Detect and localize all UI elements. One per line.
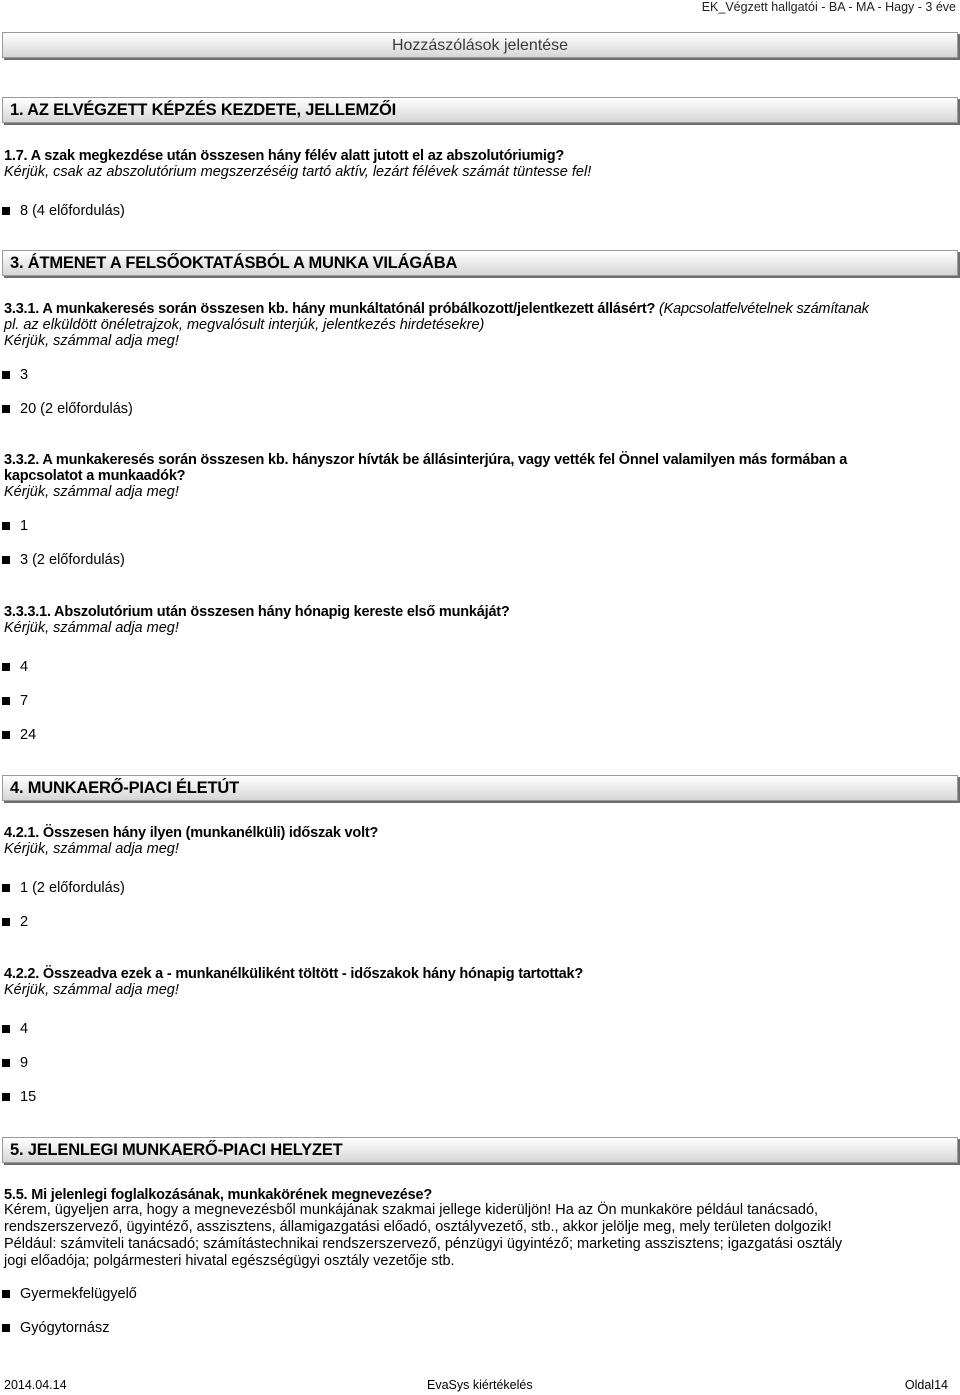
answer-text: Gyermekfelügyelő bbox=[20, 1286, 137, 1302]
question-title-text: 3.3.1. A munkakeresés során összesen kb. hány munkáltatónál próbálkozott/jelentkezett állásért? bbox=[4, 301, 656, 317]
answer-text: 4 bbox=[20, 1021, 29, 1037]
answer-item bbox=[0, 517, 28, 535]
bullet-icon bbox=[2, 1025, 10, 1033]
bullet-icon bbox=[2, 1324, 10, 1332]
answer-text: 4 bbox=[20, 659, 29, 675]
question-title-3-3-1 bbox=[4, 301, 869, 317]
question-hint-line-3-3-1: pl. az elküldött önéletrajzok, megvalósult interjúk, jelentkezés hirdetésekre) bbox=[4, 317, 485, 333]
bullet-icon bbox=[2, 697, 10, 705]
instruction-line: Kérem, ügyeljen arra, hogy a megnevezésből munkájának szakmai jellege kiderüljön! Ha az Ön munkaköre például tanácsadó, bbox=[4, 1202, 819, 1218]
answer-item bbox=[0, 202, 125, 220]
question-hint-3-3-1: Kérjük, számmal adja meg! bbox=[4, 333, 179, 349]
answer-text: 8 (4 előfordulás) bbox=[20, 203, 125, 219]
answer-item bbox=[0, 692, 28, 710]
answer-item bbox=[0, 1020, 28, 1038]
bullet-icon bbox=[2, 556, 10, 564]
instruction-line: jogi előadója; polgármesteri hivatal egészségügyi osztály vezetője stb. bbox=[4, 1253, 455, 1269]
answer-text: Gyógytornász bbox=[20, 1320, 110, 1336]
footer-center: EvaSys kiértékelés bbox=[427, 1378, 533, 1392]
question-title-3-3-2-cont: kapcsolatot a munkaadók? bbox=[4, 468, 186, 484]
answer-item bbox=[0, 1285, 137, 1303]
bullet-icon bbox=[2, 1093, 10, 1101]
answer-text: 7 bbox=[20, 693, 29, 709]
answer-text: 2 bbox=[20, 914, 29, 930]
section-header-3: 3. ÁTMENET A FELSŐOKTATÁSBÓL A MUNKA VILÁGÁBA bbox=[2, 250, 958, 276]
answer-item bbox=[0, 1088, 36, 1106]
answer-text: 3 bbox=[20, 367, 29, 383]
answer-text: 3 (2 előfordulás) bbox=[20, 552, 125, 568]
question-title-3-3-3-1: 3.3.3.1. Abszolutórium után összesen hány hónapig kereste első munkáját? bbox=[4, 604, 510, 620]
bullet-icon bbox=[2, 918, 10, 926]
answer-item bbox=[0, 726, 36, 744]
question-title-4-2-2: 4.2.2. Összeadva ezek a - munkanélküliként töltött - időszakok hány hónapig tartottak? bbox=[4, 966, 584, 982]
footer-date: 2014.04.14 bbox=[4, 1378, 67, 1392]
question-hint-4-2-2: Kérjük, számmal adja meg! bbox=[4, 982, 179, 998]
bullet-icon bbox=[2, 522, 10, 530]
question-title-1-7: 1.7. A szak megkezdése után összesen hány félév alatt jutott el az abszolutóriumig? bbox=[4, 148, 565, 164]
answer-item bbox=[0, 1054, 28, 1072]
question-title-3-3-2: 3.3.2. A munkakeresés során összesen kb. hányszor hívták be állásinterjúra, vagy vették fel Önnel valamilyen más formában a bbox=[4, 452, 848, 468]
answer-item bbox=[0, 400, 133, 418]
section-header-4: 4. MUNKAERŐ-PIACI ÉLETÚT bbox=[2, 775, 958, 801]
bullet-icon bbox=[2, 884, 10, 892]
bullet-icon bbox=[2, 1290, 10, 1298]
bullet-icon bbox=[2, 1059, 10, 1067]
footer-page-number: Oldal14 bbox=[904, 1378, 948, 1392]
answer-text: 1 bbox=[20, 518, 29, 534]
instruction-line: rendszerszervező, ügyintéző, asszisztens, államigazgatási előadó, osztályvezető, stb., akkor jelölje meg, mely területen dolgozik! bbox=[4, 1219, 832, 1235]
answer-item bbox=[0, 913, 28, 931]
answer-item bbox=[0, 1319, 109, 1337]
answer-text: 20 (2 előfordulás) bbox=[20, 401, 133, 417]
instruction-line: Például: számviteli tanácsadó; számítástechnikai rendszerszervező, pénzügyi ügyintéző; marketing asszisztens; igazgatási osztály bbox=[4, 1236, 843, 1252]
bullet-icon bbox=[2, 663, 10, 671]
survey-name-header: EK_Végzett hallgatói - BA - MA - Hagy - 3 éve bbox=[701, 0, 956, 14]
answer-text: 1 (2 előfordulás) bbox=[20, 880, 125, 896]
answer-text: 24 bbox=[20, 727, 37, 743]
answer-text: 15 bbox=[20, 1089, 37, 1105]
answer-item bbox=[0, 658, 28, 676]
question-instructions-5-5 bbox=[4, 1202, 954, 1270]
section-header-5: 5. JELENLEGI MUNKAERŐ-PIACI HELYZET bbox=[2, 1137, 958, 1163]
report-title: Hozzászólások jelentése bbox=[2, 32, 958, 58]
question-title-4-2-1: 4.2.1. Összesen hány ilyen (munkanélküli) időszak volt? bbox=[4, 825, 379, 841]
question-hint-3-3-3-1: Kérjük, számmal adja meg! bbox=[4, 620, 179, 636]
bullet-icon bbox=[2, 731, 10, 739]
bullet-icon bbox=[2, 371, 10, 379]
answer-item bbox=[0, 879, 125, 897]
answer-text: 9 bbox=[20, 1055, 29, 1071]
question-hint-3-3-2: Kérjük, számmal adja meg! bbox=[4, 484, 179, 500]
question-title-5-5: 5.5. Mi jelenlegi foglalkozásának, munkakörének megnevezése? bbox=[4, 1187, 433, 1203]
answer-item bbox=[0, 366, 28, 384]
page-footer bbox=[0, 1378, 960, 1395]
question-hint-4-2-1: Kérjük, számmal adja meg! bbox=[4, 841, 179, 857]
answer-item bbox=[0, 551, 125, 569]
question-title-hint: (Kapcsolatfelvételnek számítanak bbox=[655, 301, 869, 317]
section-header-1: 1. AZ ELVÉGZETT KÉPZÉS KEZDETE, JELLEMZŐI bbox=[2, 97, 958, 123]
bullet-icon bbox=[2, 405, 10, 413]
question-hint-1-7: Kérjük, csak az abszolutórium megszerzéséig tartó aktív, lezárt félévek számát tüntesse fel! bbox=[4, 164, 592, 180]
bullet-icon bbox=[2, 207, 10, 215]
